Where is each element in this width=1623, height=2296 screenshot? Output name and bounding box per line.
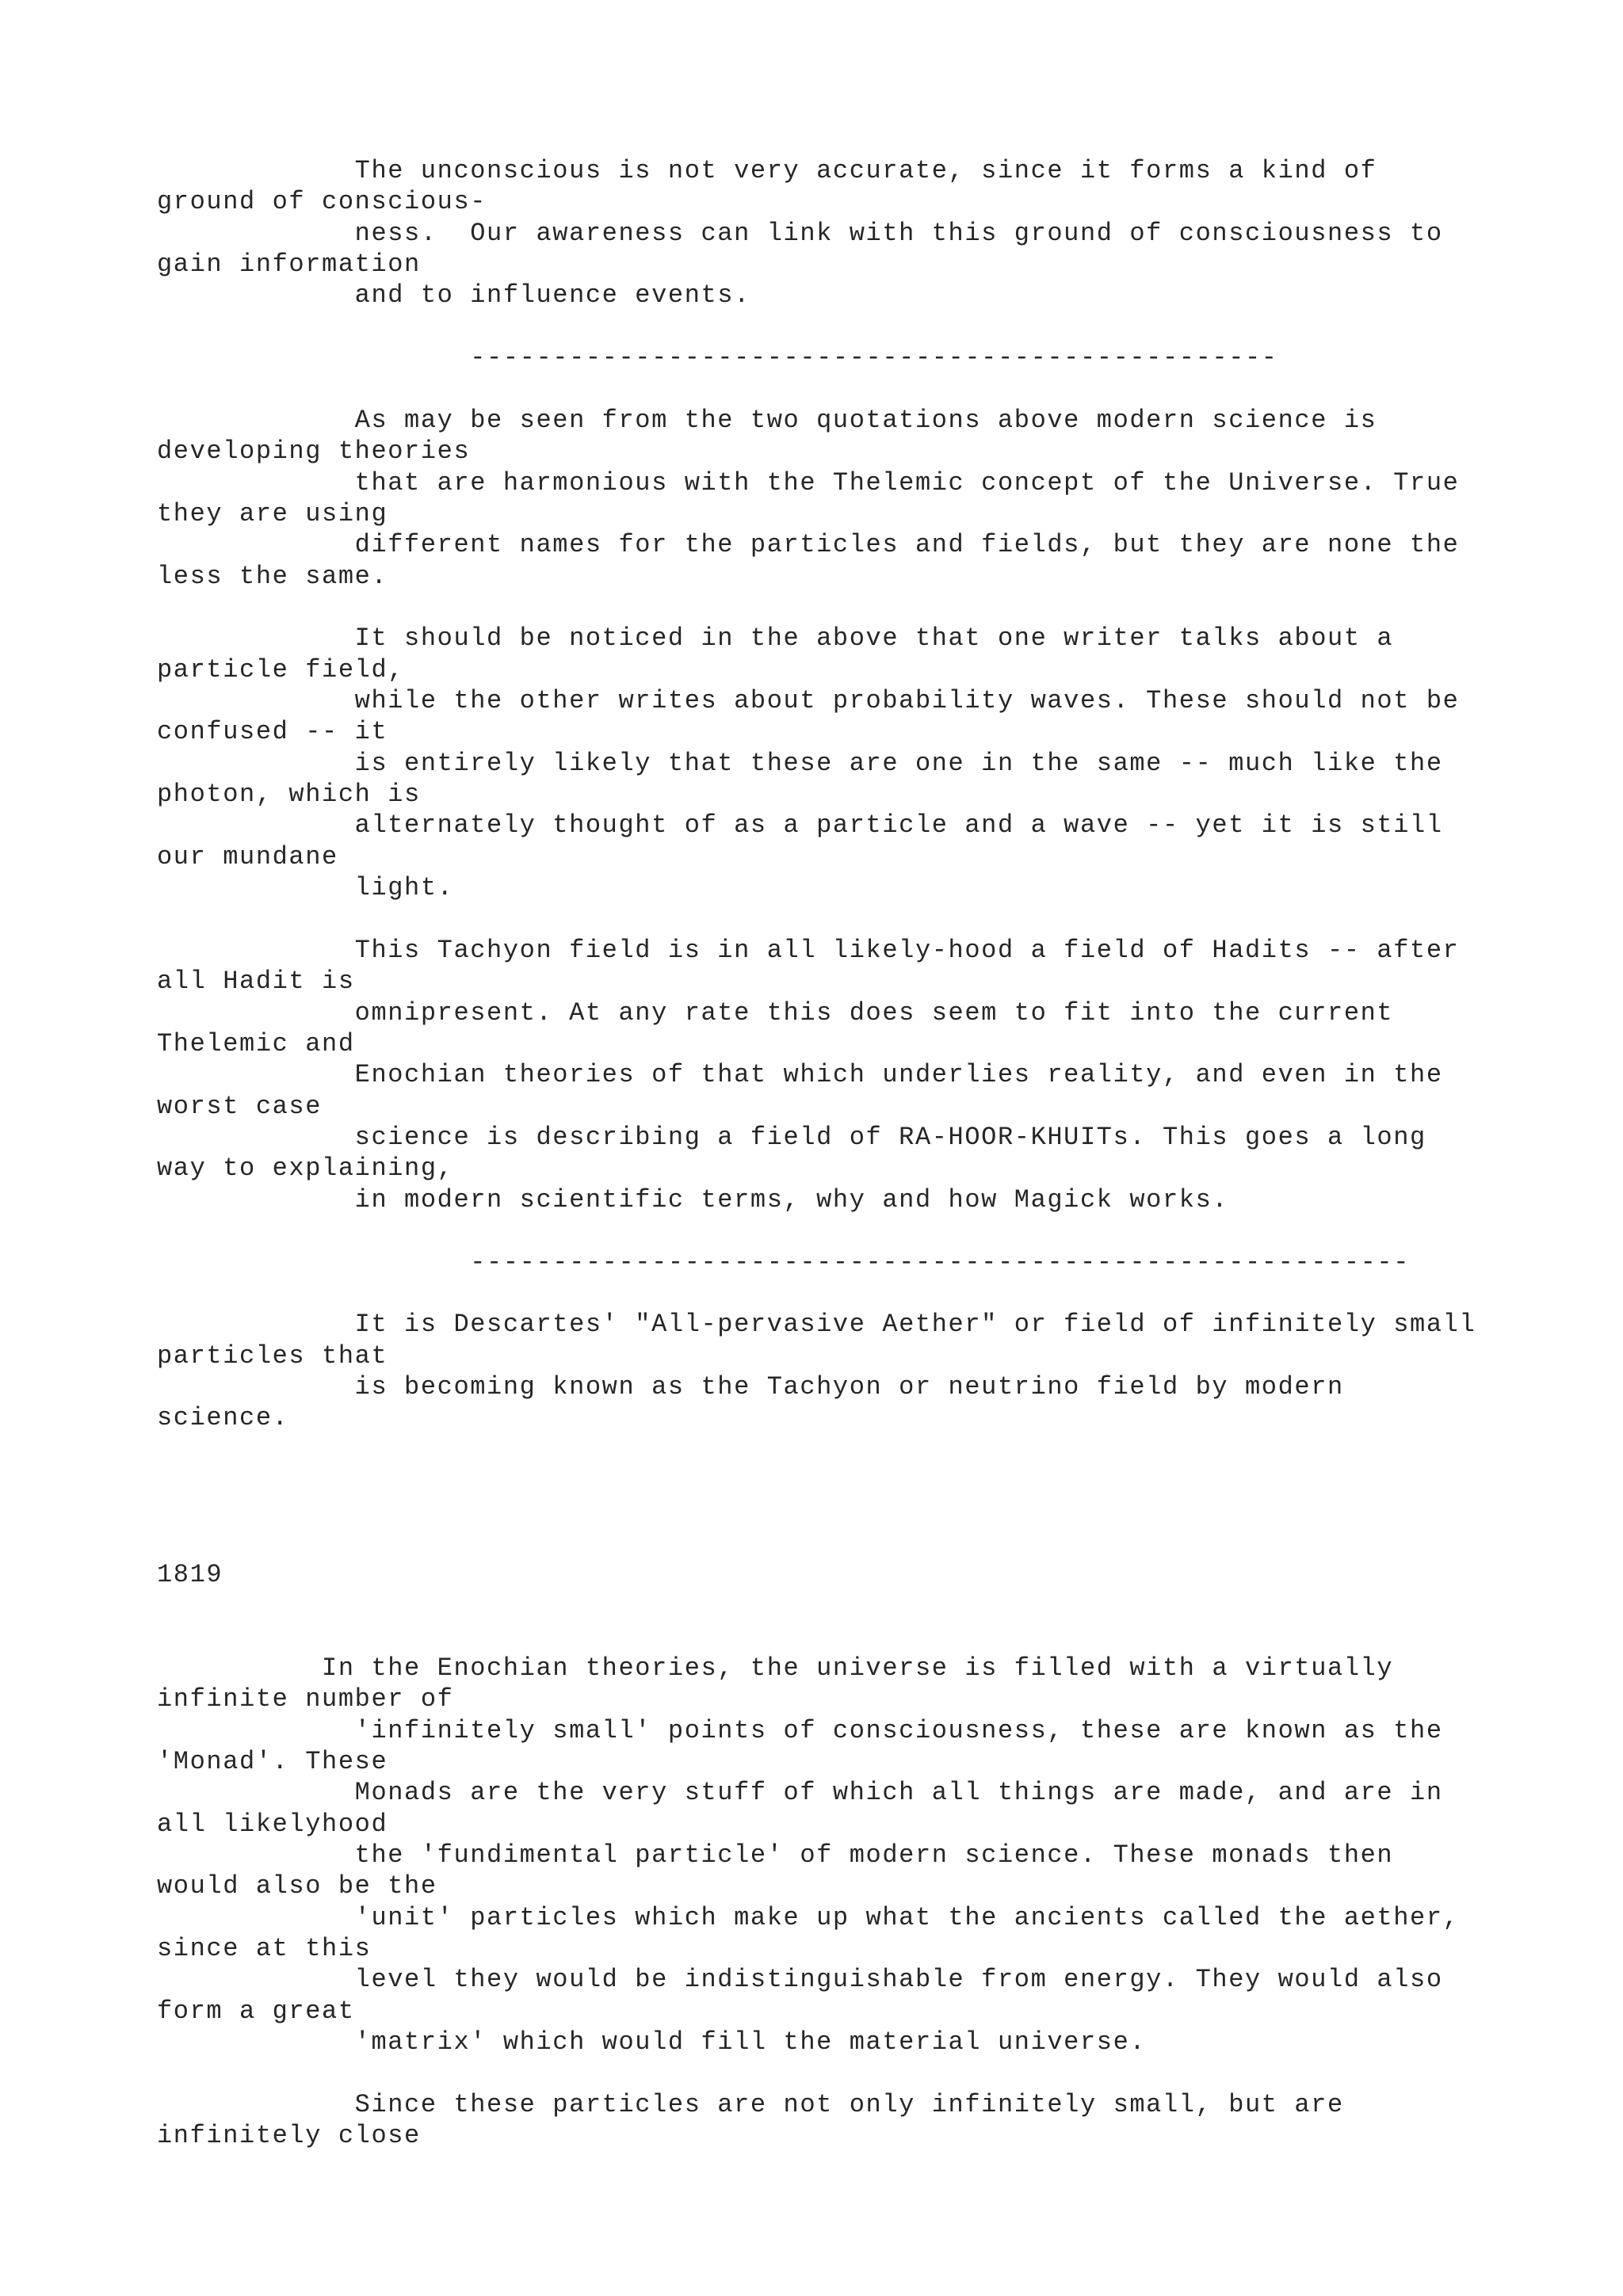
- text-line: light.: [157, 873, 454, 902]
- text-line: It is Descartes' "All-pervasive Aether" or field of infinitely small: [157, 1310, 1476, 1339]
- text-line: worst case: [157, 1092, 323, 1121]
- page-number: 1819: [157, 1560, 223, 1589]
- text-line: It should be noticed in the above that one writer talks about a: [157, 624, 1394, 653]
- section-divider: ---------------------------------------------------------: [157, 1248, 1411, 1277]
- text-line: is becoming known as the Tachyon or neutrino field by modern: [157, 1372, 1344, 1402]
- text-line: all Hadit is: [157, 967, 355, 996]
- text-line: 'Monad'. These: [157, 1747, 388, 1776]
- text-line: they are using: [157, 499, 388, 528]
- text-line: and to influence events.: [157, 280, 750, 310]
- text-line: all likelyhood: [157, 1810, 388, 1839]
- text-line: the 'fundimental particle' of modern science. These monads then: [157, 1840, 1394, 1870]
- text-line: form a great: [157, 1997, 355, 2026]
- text-line: science.: [157, 1403, 289, 1432]
- text-line: photon, which is: [157, 780, 421, 809]
- text-line: Monads are the very stuff of which all things are made, and are in: [157, 1778, 1443, 1807]
- text-line: different names for the particles and fields, but they are none the: [157, 530, 1460, 559]
- text-line: 'unit' particles which make up what the ancients called the aether,: [157, 1903, 1460, 1932]
- text-line: Since these particles are not only infinitely small, but are: [157, 2090, 1344, 2119]
- text-line: in modern scientific terms, why and how Magick works.: [157, 1185, 1229, 1215]
- text-line: would also be the: [157, 1871, 437, 1901]
- text-line: way to explaining,: [157, 1154, 454, 1183]
- text-line: 'matrix' which would fill the material universe.: [157, 2027, 1147, 2057]
- text-line: particle field,: [157, 655, 405, 685]
- text-line: The unconscious is not very accurate, since it forms a kind of: [157, 156, 1377, 185]
- text-line: ground of conscious-: [157, 187, 487, 216]
- text-line: science is describing a field of RA-HOOR-KHUITs. This goes a long: [157, 1123, 1426, 1152]
- text-line: 'infinitely small' points of consciousness, these are known as the: [157, 1716, 1443, 1745]
- text-line: ness. Our awareness can link with this ground of consciousness to: [157, 219, 1443, 248]
- text-line: infinitely close: [157, 2121, 421, 2150]
- text-line: gain information: [157, 250, 421, 279]
- text-line: our mundane: [157, 842, 338, 871]
- text-line: developing theories: [157, 437, 471, 466]
- text-line: Enochian theories of that which underlies reality, and even in the: [157, 1060, 1443, 1089]
- text-line: less the same.: [157, 562, 388, 591]
- text-line: This Tachyon field is in all likely-hood a field of Hadits -- after: [157, 936, 1460, 965]
- text-line: particles that: [157, 1341, 388, 1371]
- text-line: level they would be indistinguishable from energy. They would also: [157, 1965, 1443, 1994]
- text-line: alternately thought of as a particle and a wave -- yet it is still: [157, 810, 1443, 840]
- text-line: omnipresent. At any rate this does seem to fit into the current: [157, 998, 1394, 1028]
- text-line: is entirely likely that these are one in the same -- much like the: [157, 749, 1443, 778]
- section-divider: -------------------------------------------------: [157, 343, 1278, 372]
- text-line: that are harmonious with the Thelemic concept of the Universe. True: [157, 468, 1460, 498]
- text-line: infinite number of: [157, 1684, 454, 1714]
- text-line: As may be seen from the two quotations above modern science is: [157, 406, 1377, 435]
- text-line: confused -- it: [157, 717, 388, 746]
- text-line: since at this: [157, 1934, 372, 1963]
- text-line: In the Enochian theories, the universe is filled with a virtually: [157, 1653, 1394, 1683]
- text-line: while the other writes about probability waves. These should not be: [157, 686, 1460, 715]
- text-line: Thelemic and: [157, 1029, 355, 1058]
